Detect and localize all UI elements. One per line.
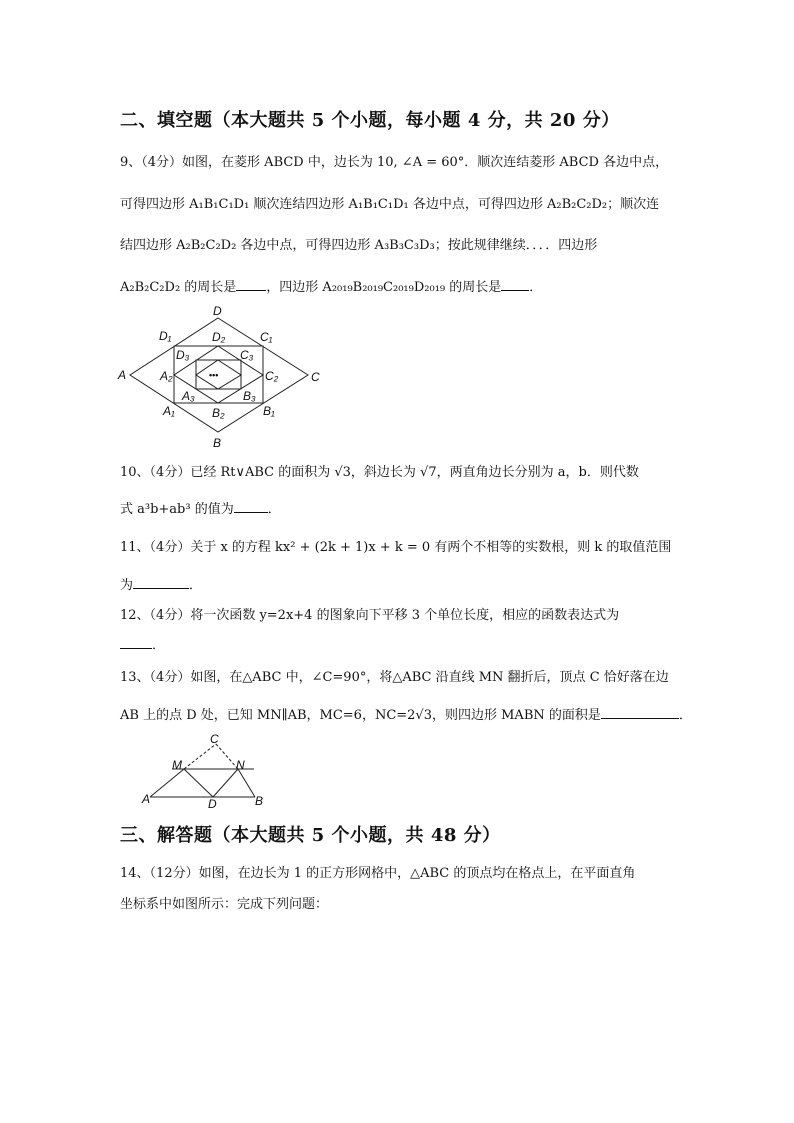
label-D3: D₃ bbox=[176, 348, 190, 362]
q11-line-1: 11、（4分）关于 x 的方程 kx² + (2k + 1)x + k = 0 有两个不相等的实数根，则 k 的取值范围 bbox=[120, 540, 672, 555]
q13-line-1: 13、（4分）如图，在△ABC 中，∠C=90°，将△ABC 沿直线 MN 翻折后，顶点 C 恰好落在边 bbox=[120, 670, 669, 685]
q9-line-2: 可得四边形 A₁B₁C₁D₁ 顺次连结四边形 A₁B₁C₁D₁ 各边中点，可得四边形 A₂B₂C₂D₂；顺次连 bbox=[120, 197, 660, 212]
label-B1: B₁ bbox=[263, 404, 275, 418]
triangle-fold-figure bbox=[140, 728, 270, 810]
q13-text-a: AB 上的点 D 处，已知 MN∥AB，MC=6，NC=2√3，则四边形 MABN 的面积是 bbox=[120, 708, 601, 723]
q10-text-a: 式 a³b+ab³ 的值为 bbox=[120, 502, 234, 517]
q9-line-1: 9、（4分）如图，在菱形 ABCD 中，边长为 10, ∠A = 60°．顺次连结菱形 ABCD 各边中点， bbox=[120, 155, 669, 170]
label-B: B bbox=[213, 436, 222, 450]
label-B3: B₃ bbox=[243, 389, 256, 403]
segment-nd bbox=[213, 769, 238, 797]
q14-line-1: 14、（12分）如图，在边长为 1 的正方形网格中，△ABC 的顶点均在格点上，在平面直角 bbox=[120, 866, 636, 881]
label-C1: C₁ bbox=[260, 330, 273, 344]
section-answers-heading: 三、解答题（本大题共 5 个小题，共 48 分） bbox=[120, 825, 501, 846]
q9-line-3: 结四边形 A₂B₂C₂D₂ 各边中点，可得四边形 A₃B₃C₃D₃；按此规律继续．．．．四边形 bbox=[120, 238, 598, 253]
q13-line-2 bbox=[120, 704, 692, 723]
q9-answer-blank-1[interactable] bbox=[236, 278, 266, 291]
q9-text-b: ，四边形 A₂₀₁₉B₂₀₁₉C₂₀₁₉D₂₀₁₉ 的周长是 bbox=[266, 280, 502, 295]
segment-nb bbox=[238, 769, 255, 797]
q11-text-a: 为 bbox=[120, 578, 134, 593]
q12-answer-blank[interactable] bbox=[120, 636, 152, 649]
rect-a3b3c3d3 bbox=[196, 360, 241, 389]
label-M: M bbox=[172, 758, 182, 772]
label-A1: A₁ bbox=[163, 404, 175, 418]
rhombus-inner bbox=[196, 360, 241, 389]
label-D: D bbox=[213, 304, 222, 318]
q12-text-end: ． bbox=[152, 638, 166, 653]
q11-text-b: ． bbox=[189, 578, 203, 593]
q13-answer-blank[interactable] bbox=[601, 706, 679, 719]
label-C: C bbox=[311, 370, 320, 384]
q11-answer-blank[interactable] bbox=[133, 576, 189, 589]
q14-line-2: 坐标系中如图所示：完成下列问题： bbox=[120, 897, 329, 912]
label-A3: A₃ bbox=[182, 389, 195, 403]
q13-text-b: ． bbox=[678, 708, 692, 723]
label-C2: C₂ bbox=[265, 369, 279, 383]
section-fill-blank-heading: 二、填空题（本大题共 5 个小题，每小题 4 分，共 20 分） bbox=[120, 110, 620, 131]
label-D2: D₂ bbox=[212, 330, 226, 344]
q10-line-2 bbox=[120, 498, 281, 517]
label-D1: D₁ bbox=[159, 329, 172, 343]
label-A: A bbox=[142, 792, 151, 806]
label-B: B bbox=[255, 794, 264, 808]
q10-answer-blank[interactable] bbox=[234, 500, 268, 513]
q10-line-1: 10、（4分）已经 Rt∨ABC 的面积为 √3，斜边长为 √7，两直角边长分别为 a，b．则代数 bbox=[120, 465, 639, 480]
label-A2: A₂ bbox=[160, 369, 173, 383]
q9-text-c: ． bbox=[529, 280, 543, 295]
q12-line-1: 12、（4分）将一次函数 y=2x+4 的图象向下平移 3 个单位长度，相应的函数表达式为 bbox=[120, 608, 620, 623]
q10-text-b: ． bbox=[267, 502, 281, 517]
q12-line-2 bbox=[120, 634, 165, 653]
dashed-mc bbox=[184, 744, 216, 769]
q9-text-a: A₂B₂C₂D₂ 的周长是 bbox=[120, 280, 237, 295]
label-N: N bbox=[236, 758, 245, 772]
label-C3: C₃ bbox=[240, 348, 254, 362]
label-C: C bbox=[210, 732, 219, 746]
continuation-dots: ••• bbox=[209, 370, 219, 380]
dashed-nc bbox=[216, 744, 238, 769]
label-A: A bbox=[118, 368, 127, 382]
segment-md bbox=[184, 769, 213, 797]
q9-answer-blank-2[interactable] bbox=[501, 278, 529, 291]
label-D: D bbox=[208, 797, 217, 810]
rhombus-figure bbox=[115, 300, 335, 452]
q9-line-4 bbox=[120, 276, 542, 295]
q11-line-2 bbox=[120, 574, 202, 593]
segment-am bbox=[150, 769, 184, 797]
label-B2: B₂ bbox=[212, 406, 225, 420]
